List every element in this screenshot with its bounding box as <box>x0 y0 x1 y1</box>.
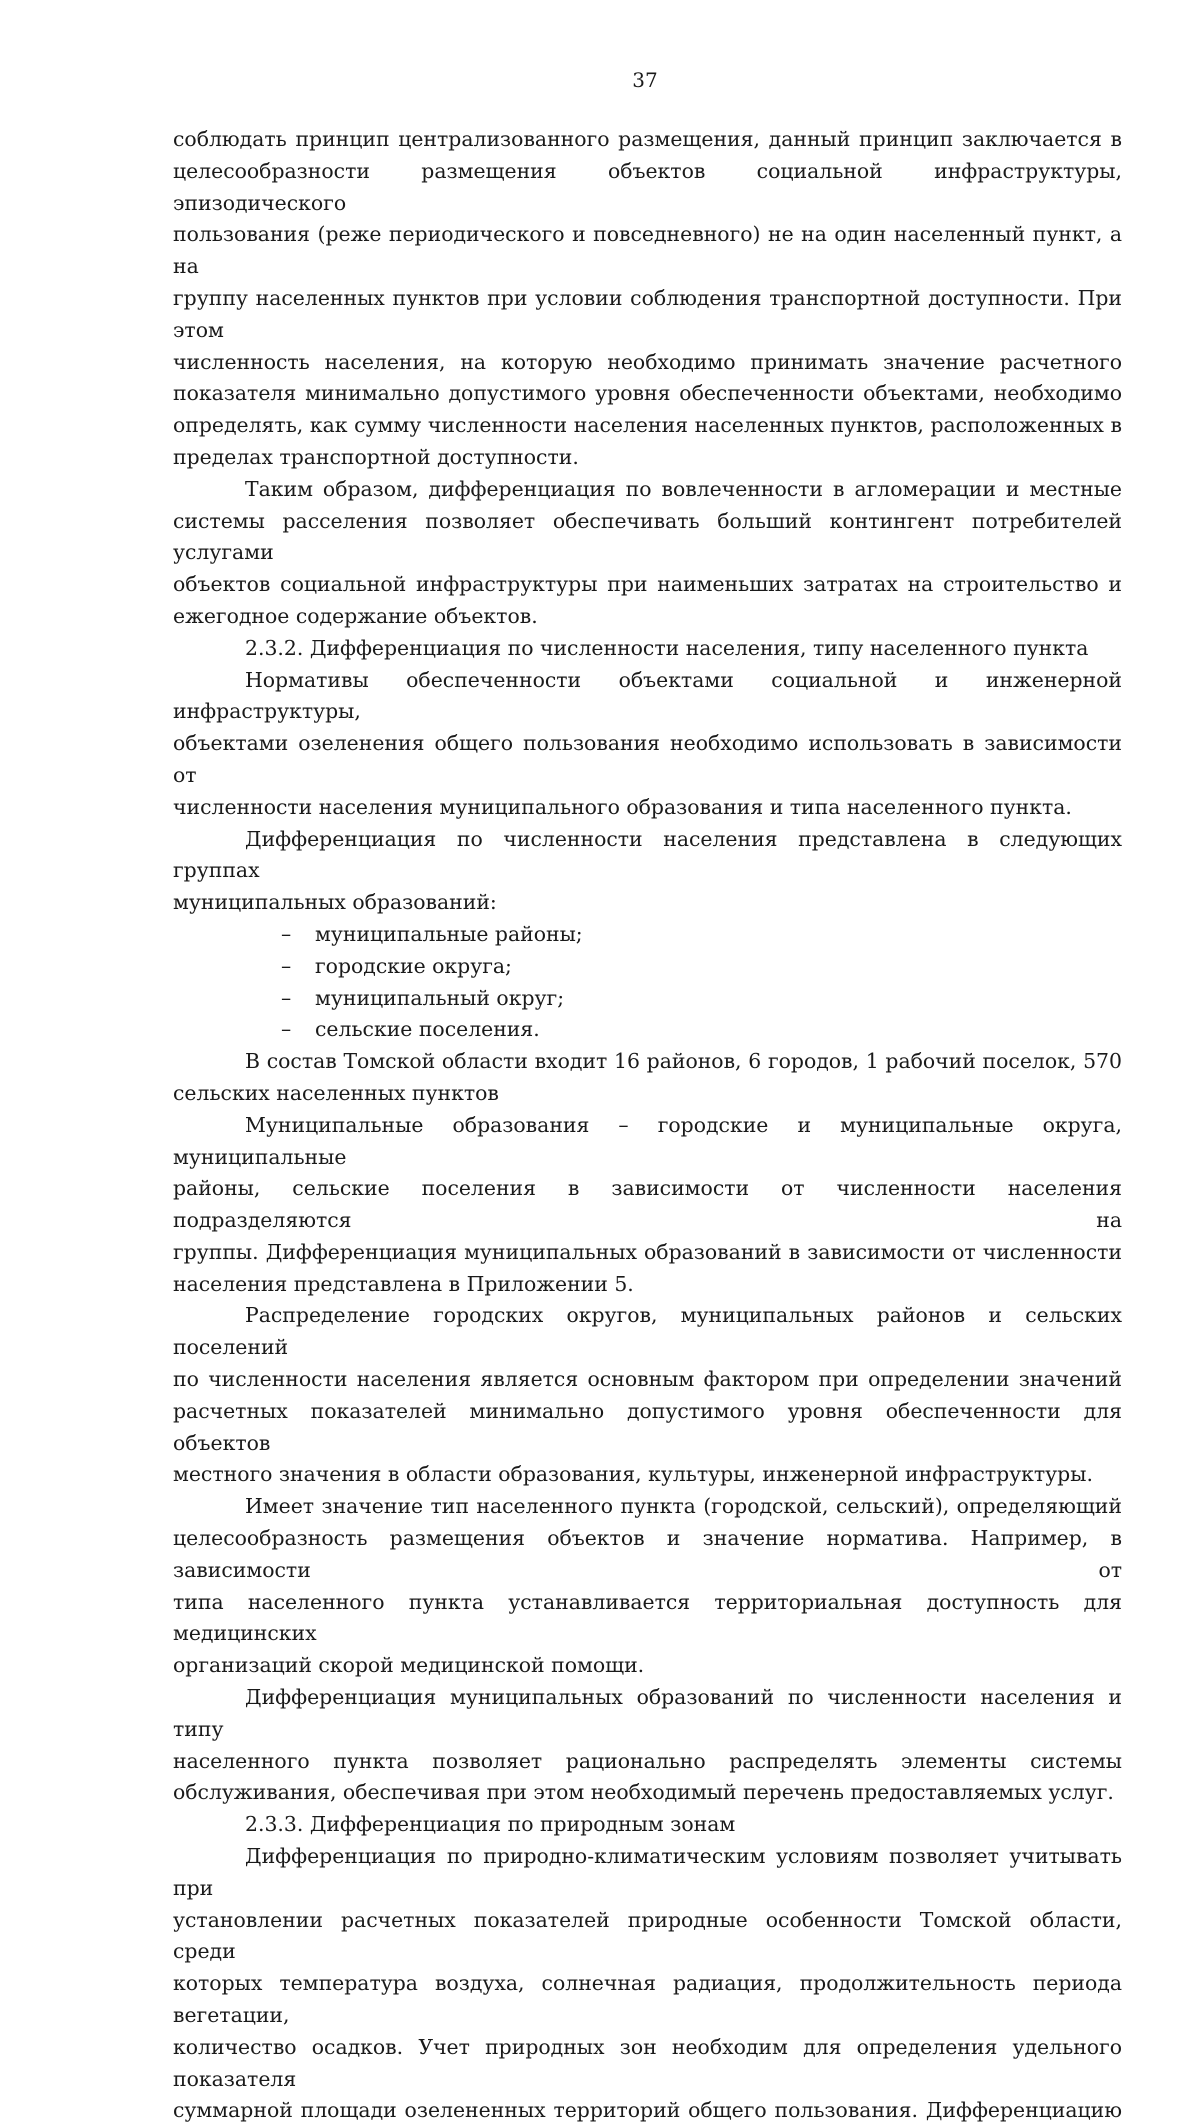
text-line: численности населения муниципального образования и типа населенного пункта. <box>173 794 1072 819</box>
text-line: пользования (реже периодического и повседневного) не на один населенный пункт, а на <box>173 222 1122 279</box>
text-line: типа населенного пункта устанавливается территориальная доступность для медицинских <box>173 1589 1122 1646</box>
text-line: Дифференциация муниципальных образований по численности населения и типу <box>173 1685 1122 1741</box>
list-item <box>173 983 1122 1015</box>
dash-marker: – <box>281 1017 292 1042</box>
paragraph-distribution <box>173 1300 1122 1491</box>
text-line: обслуживания, обеспечивая при этом необходимый перечень предоставляемых услуг. <box>173 1780 1114 1805</box>
municipal-types-list <box>173 919 1122 1046</box>
paragraph-population-groups <box>173 824 1122 919</box>
text-line: системы расселения позволяет обеспечивать больший контингент потребителей услугами <box>173 508 1122 565</box>
text-line: по численности населения является основным фактором при определении значений <box>173 1367 1122 1392</box>
text-line: объектами озеленения общего пользования необходимо использовать в зависимости от <box>173 731 1122 787</box>
text-line: количество осадков. Учет природных зон необходим для определения удельного показателя <box>173 2034 1122 2091</box>
paragraph-municipal-formations <box>173 1110 1122 1301</box>
text-line: численность населения, на которую необходимо принимать значение расчетного <box>173 349 1122 374</box>
dash-marker: – <box>281 953 292 978</box>
text-line: суммарной площади озелененных территорий общего пользования. Дифференциацию <box>173 2098 1122 2123</box>
text-line: целесообразности размещения объектов социальной инфраструктуры, эпизодического <box>173 158 1122 215</box>
text-line: группы. Дифференциация муниципальных образований в зависимости от численности <box>173 1239 1122 1264</box>
text-line: Дифференциация по численности населения представлена в следующих группах <box>173 826 1122 883</box>
list-item-text: сельские поселения. <box>315 1017 540 1042</box>
paragraph-centralized-placement <box>173 124 1122 474</box>
text-line: Распределение городских округов, муниципальных районов и сельских поселений <box>173 1303 1122 1360</box>
section-heading-2-3-2: 2.3.2. Дифференциация по численности населения, типу населенного пункта <box>245 635 1089 660</box>
paragraph-tomsk-composition <box>173 1046 1122 1110</box>
dash-marker: – <box>281 921 292 946</box>
page-number: 37 <box>632 68 658 92</box>
paragraph-standards <box>173 665 1122 824</box>
text-line: которых температура воздуха, солнечная радиация, продолжительность периода вегетации, <box>173 1971 1122 2028</box>
text-line: целесообразность размещения объектов и значение норматива. Например, в зависимости от <box>173 1526 1122 1582</box>
text-line: Имеет значение тип населенного пункта (городской, сельский), определяющий <box>245 1494 1122 1519</box>
text-line: населенного пункта позволяет рационально распределять элементы системы <box>173 1748 1122 1773</box>
section-heading-2-3-3: 2.3.3. Дифференциация по природным зонам <box>245 1812 736 1837</box>
document-body <box>173 124 1122 2127</box>
text-line: организаций скорой медицинской помощи. <box>173 1653 645 1678</box>
text-line: установлении расчетных показателей природные особенности Томской области, среди <box>173 1907 1122 1964</box>
text-line: группу населенных пунктов при условии соблюдения транспортной доступности. При этом <box>173 285 1122 342</box>
text-line: местного значения в области образования, культуры, инженерной инфраструктуры. <box>173 1462 1093 1487</box>
text-line: Таким образом, дифференциация по вовлеченности в агломерации и местные <box>245 476 1122 501</box>
paragraph-service-system <box>173 1682 1122 1809</box>
text-line: соблюдать принцип централизованного размещения, данный принцип заключается в <box>173 127 1122 151</box>
list-item <box>173 1014 1122 1046</box>
text-line: объектов социальной инфраструктуры при наименьших затратах на строительство и <box>173 572 1122 597</box>
list-item-text: муниципальные районы; <box>315 921 583 946</box>
text-line: показателя минимально допустимого уровня обеспеченности объектами, необходимо <box>173 381 1122 406</box>
list-item-text: муниципальный округ; <box>315 985 565 1010</box>
dash-marker: – <box>281 985 292 1010</box>
text-line: Нормативы обеспеченности объектами социальной и инженерной инфраструктуры, <box>173 667 1122 724</box>
text-line: пределах транспортной доступности. <box>173 444 579 469</box>
text-line: населения представлена в Приложении 5. <box>173 1271 634 1296</box>
text-line: Муниципальные образования – городские и муниципальные округа, муниципальные <box>173 1112 1122 1169</box>
text-line: ежегодное содержание объектов. <box>173 603 538 628</box>
paragraph-settlement-type <box>173 1491 1122 1682</box>
text-line: Дифференциация по природно-климатическим условиям позволяет учитывать при <box>173 1844 1122 1900</box>
text-line: районы, сельские поселения в зависимости от численности населения подразделяются на <box>173 1176 1122 1233</box>
paragraph-agglomeration <box>173 474 1122 633</box>
text-line: сельских населенных пунктов <box>173 1080 499 1105</box>
list-item-text: городские округа; <box>315 953 512 978</box>
paragraph-natural-zones <box>173 1841 1122 2127</box>
list-item <box>173 919 1122 951</box>
text-line: определять, как сумму численности населения населенных пунктов, расположенных в <box>173 413 1122 438</box>
text-line: В состав Томской области входит 16 районов, 6 городов, 1 рабочий поселок, 570 <box>245 1049 1122 1074</box>
text-line: муниципальных образований: <box>173 890 497 915</box>
text-line: расчетных показателей минимально допустимого уровня обеспеченности для объектов <box>173 1398 1122 1455</box>
list-item <box>173 951 1122 983</box>
